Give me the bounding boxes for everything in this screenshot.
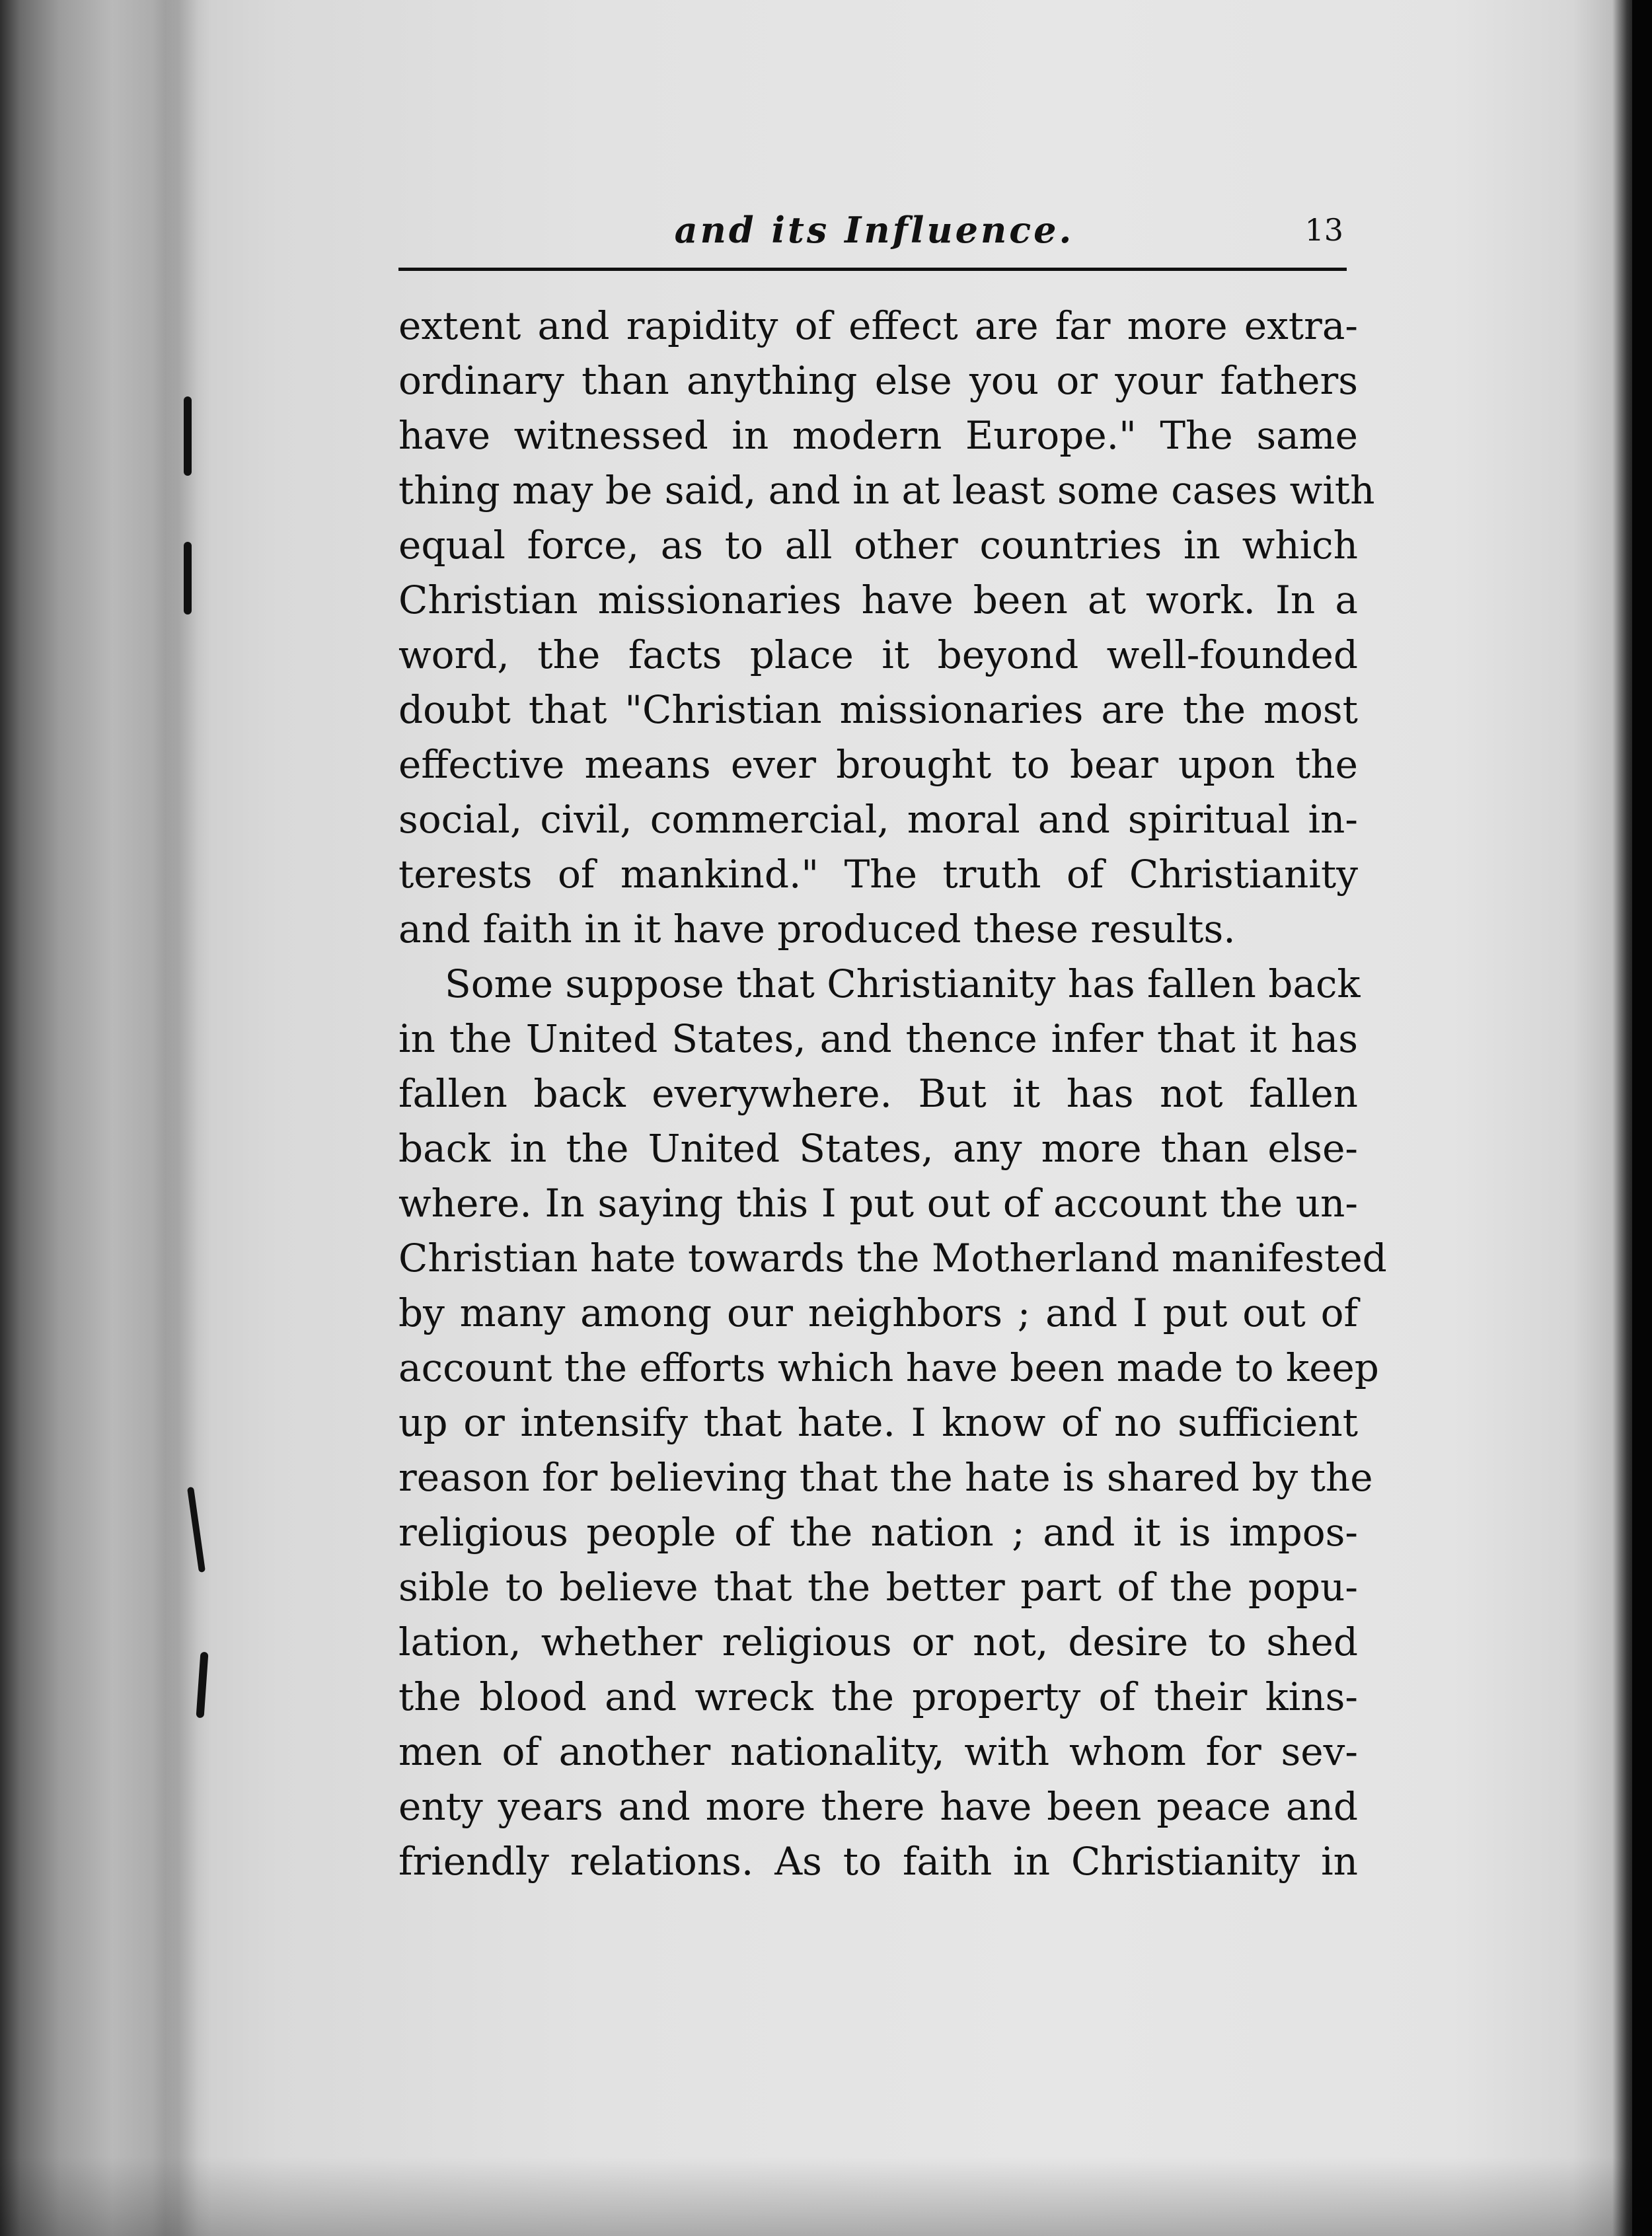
binding-stitch-mark: [184, 396, 192, 476]
binding-stitch-mark: [184, 542, 192, 615]
text-line: have witnessed in modern Europe." The same: [398, 413, 1358, 458]
text-line: Some suppose that Christianity has fallen back: [445, 961, 1361, 1006]
running-title: and its Influence.: [674, 209, 1074, 251]
page-header: [398, 204, 1350, 263]
text-line: Christian missionaries have been at work. In a: [398, 578, 1358, 622]
text-line: thing may be said, and in at least some cases with: [398, 468, 1375, 513]
text-line: doubt that "Christian missionaries are the most: [398, 687, 1358, 732]
text-line: terests of mankind." The truth of Christianity: [398, 852, 1358, 897]
text-line: effective means ever brought to bear upon the: [398, 742, 1358, 787]
bottom-edge-shadow: [0, 2157, 1652, 2236]
text-line: sible to believe that the better part of the popu-: [398, 1565, 1358, 1610]
text-line: equal force, as to all other countries in which: [398, 523, 1358, 568]
body-text: [398, 299, 1387, 1889]
header-rule: [398, 268, 1347, 271]
text-line: account the efforts which have been made to keep: [398, 1345, 1379, 1390]
text-line: up or intensify that hate. I know of no sufficient: [398, 1400, 1358, 1445]
page-number: 13: [1304, 212, 1343, 248]
text-line: in the United States, and thence infer that it has: [398, 1016, 1358, 1061]
text-line: social, civil, commercial, moral and spiritual in-: [398, 797, 1358, 842]
text-line: men of another nationality, with whom for sev-: [398, 1729, 1358, 1774]
text-line: word, the facts place it beyond well-founded: [398, 632, 1358, 677]
paragraph-1: [398, 299, 1375, 957]
text-line: Christian hate towards the Motherland manifested: [398, 1236, 1387, 1281]
text-line: fallen back everywhere. But it has not fallen: [398, 1071, 1358, 1116]
text-line: friendly relations. As to faith in Christianity in: [398, 1839, 1358, 1884]
text-line: the blood and wreck the property of their kins-: [398, 1674, 1358, 1719]
paragraph-2: [398, 957, 1387, 1889]
text-line: where. In saying this I put out of account the un-: [398, 1181, 1358, 1226]
text-line: back in the United States, any more than else-: [398, 1126, 1358, 1171]
text-line: ordinary than anything else you or your fathers: [398, 358, 1358, 403]
text-line: extent and rapidity of effect are far more extra-: [398, 303, 1358, 348]
text-line: religious people of the nation ; and it is impos-: [398, 1510, 1358, 1555]
text-line: and faith in it have produced these results.: [398, 907, 1236, 951]
text-line: by many among our neighbors ; and I put out of: [398, 1290, 1358, 1335]
binding-gutter-shadow: [152, 0, 211, 2236]
text-line: lation, whether religious or not, desire to shed: [398, 1620, 1358, 1664]
right-page-edge: [1632, 0, 1652, 2236]
text-line: enty years and more there have been peace and: [398, 1784, 1358, 1829]
text-line: reason for believing that the hate is shared by the: [398, 1455, 1373, 1500]
